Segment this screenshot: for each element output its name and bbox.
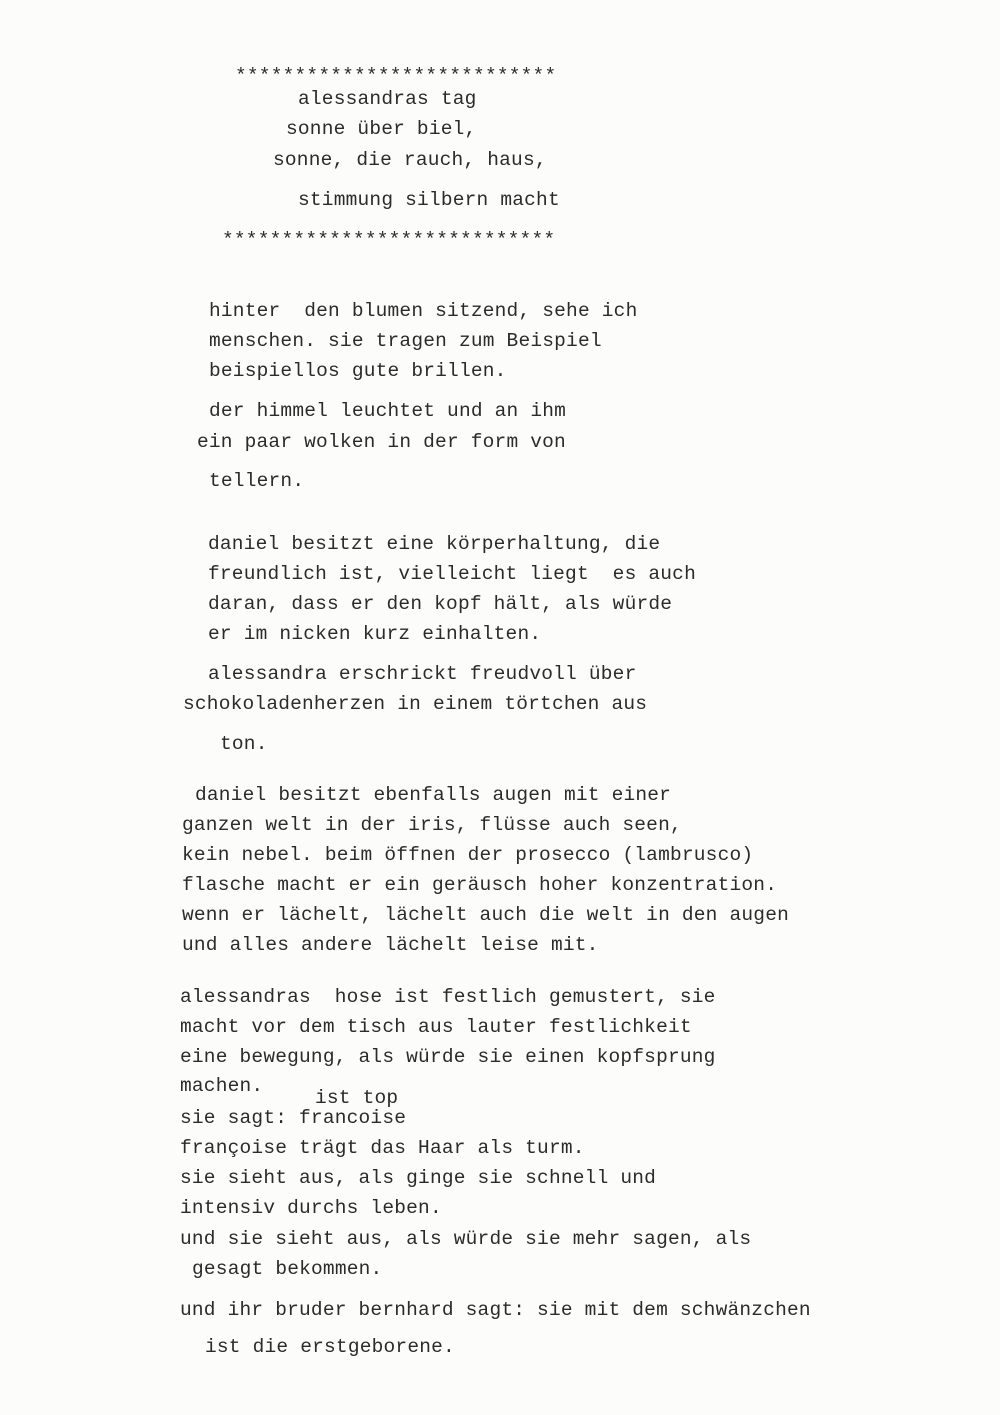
text-line: tellern.	[209, 470, 305, 492]
text-line: und sie sieht aus, als würde sie mehr sagen, als	[180, 1228, 752, 1250]
text-line: ist die erstgeborene.	[205, 1336, 455, 1358]
text-line: alessandras hose ist festlich gemustert, sie	[180, 986, 716, 1008]
text-line: der himmel leuchtet und an ihm	[209, 400, 567, 422]
poem-stars-bottom: ****************************	[222, 229, 556, 251]
text-line: macht vor dem tisch aus lauter festlichkeit	[180, 1016, 692, 1038]
text-line: sie sieht aus, als ginge sie schnell und	[180, 1167, 657, 1189]
text-line: machen.	[180, 1075, 264, 1097]
text-line: hinter den blumen sitzend, sehe ich	[209, 300, 638, 322]
text-line: sie sagt: francoise	[180, 1107, 407, 1129]
poem-line-1: sonne über biel,	[286, 118, 477, 140]
inserted-text: ist top	[315, 1087, 399, 1109]
text-line: flasche macht er ein geräusch hoher konzentration.	[182, 874, 778, 896]
text-line: schokoladenherzen in einem törtchen aus	[183, 693, 648, 715]
text-line: eine bewegung, als würde sie einen kopfsprung	[180, 1046, 716, 1068]
text-line: ein paar wolken in der form von	[197, 431, 566, 453]
text-line: freundlich ist, vielleicht liegt es auch	[208, 563, 696, 585]
text-line: menschen. sie tragen zum Beispiel	[209, 330, 602, 352]
text-line: und alles andere lächelt leise mit.	[182, 934, 599, 956]
text-line: daniel besitzt eine körperhaltung, die	[208, 533, 661, 555]
text-line: ton.	[220, 733, 268, 755]
text-line: daran, dass er den kopf hält, als würde	[208, 593, 673, 615]
text-line: françoise trägt das Haar als turm.	[180, 1137, 585, 1159]
poem-title: alessandras tag	[298, 88, 477, 110]
text-line: daniel besitzt ebenfalls augen mit einer	[195, 784, 672, 806]
text-line: wenn er lächelt, lächelt auch die welt in den augen	[182, 904, 789, 926]
text-line: intensiv durchs leben.	[180, 1197, 442, 1219]
text-line: er im nicken kurz einhalten.	[208, 623, 542, 645]
poem-stars-top: ***************************	[235, 65, 557, 87]
text-line: ganzen welt in der iris, flüsse auch seen,	[182, 814, 682, 836]
text-line: beispiellos gute brillen.	[209, 360, 507, 382]
text-line: und ihr bruder bernhard sagt: sie mit dem schwänzchen	[180, 1299, 811, 1321]
poem-line-3: stimmung silbern macht	[298, 189, 560, 211]
text-line: alessandra erschrickt freudvoll über	[208, 663, 637, 685]
text-line: gesagt bekommen.	[192, 1258, 383, 1280]
text-line: kein nebel. beim öffnen der prosecco (lambrusco)	[182, 844, 754, 866]
poem-line-2: sonne, die rauch, haus,	[273, 149, 547, 171]
